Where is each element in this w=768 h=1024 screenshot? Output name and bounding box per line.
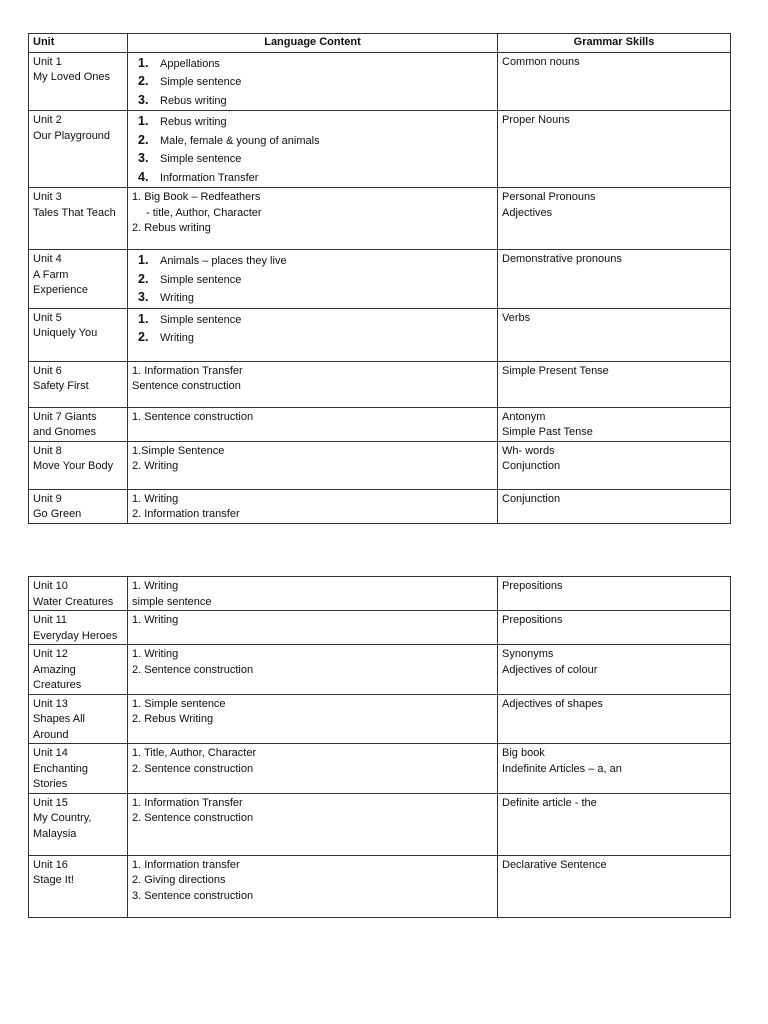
unit-cell [29, 361, 128, 407]
unit-title-line: Unit 11 [33, 614, 68, 626]
list-item-text: Male, female & young of animals [160, 134, 320, 147]
grammar-skills-cell [498, 855, 731, 917]
unit-title-line: Unit 14 [33, 747, 68, 759]
grammar-skill-line: Adjectives of colour [502, 663, 598, 676]
grammar-skill-line: Definite article - the [502, 796, 597, 809]
grammar-skill-line: Demonstrative pronouns [502, 253, 622, 265]
unit-cell [29, 793, 128, 855]
content-line: 1. Information Transfer [132, 364, 243, 377]
language-content-cell [128, 441, 498, 489]
header-language-content: Language Content [128, 34, 498, 53]
grammar-skill-line: Synonyms [502, 648, 554, 660]
list-item-text: Simple sentence [160, 153, 242, 165]
unit-title-line: Unit 7 Giants [33, 410, 97, 423]
language-content-cell [128, 407, 498, 441]
list-number: 2. [138, 330, 149, 344]
unit-title-line: My Country, [33, 812, 92, 824]
unit-title-line: Our Playground [33, 129, 111, 142]
language-content-cell [128, 52, 498, 111]
header-row [29, 34, 731, 53]
content-line: 2. Giving directions [132, 874, 226, 886]
unit-title-line: Unit 5 [33, 311, 62, 324]
unit-title-line: A Farm [33, 268, 69, 281]
content-line: 3. Sentence construction [132, 889, 254, 902]
grammar-skills-cell [498, 308, 731, 361]
unit-cell [29, 855, 128, 917]
grammar-skill-line: Simple Past Tense [502, 426, 593, 438]
content-line: 1.Simple Sentence [132, 444, 225, 457]
unit-cell [29, 611, 128, 645]
unit-title-line: Unit 12 [33, 648, 68, 660]
table-2-body [29, 577, 731, 918]
grammar-skill-line: Conjunction [502, 492, 561, 505]
language-content-cell [128, 694, 498, 744]
content-line: 2. Rebus Writing [132, 713, 214, 725]
grammar-skills-cell [498, 361, 731, 407]
content-line: - title, Author, Character [146, 206, 262, 219]
list-item-text: Rebus writing [160, 116, 227, 128]
unit-title-line: Safety First [33, 380, 89, 392]
grammar-skills-cell [498, 250, 731, 309]
content-list-item [132, 311, 493, 330]
syllabus-table-2 [28, 576, 731, 918]
table-row [29, 489, 731, 523]
table-row [29, 694, 731, 744]
content-list-item [132, 92, 493, 111]
content-list-item [132, 132, 493, 151]
unit-cell [29, 441, 128, 489]
table-row [29, 793, 731, 855]
list-item-text: Rebus writing [160, 94, 227, 107]
list-number: 4. [138, 169, 149, 184]
unit-cell [29, 111, 128, 188]
unit-title-line: Unit 3 [33, 191, 62, 203]
grammar-skills-cell [498, 188, 731, 250]
unit-cell [29, 489, 128, 523]
list-item-text: Writing [160, 292, 195, 304]
grammar-skill-line: Indefinite Articles – a, an [502, 762, 622, 775]
unit-title-line: Unit 8 [33, 444, 62, 457]
content-line: 1. Title, Author, Character [132, 747, 257, 759]
table-row [29, 250, 731, 309]
grammar-skill-line: Conjunction [502, 460, 561, 472]
list-number: 1. [138, 253, 149, 267]
content-line: 1. Big Book – Redfeathers [132, 191, 261, 203]
unit-title-line: Unit 9 [33, 492, 62, 505]
unit-title-line: Unit 2 [33, 114, 62, 126]
language-content-cell [128, 577, 498, 611]
content-line: 1. Writing [132, 492, 179, 505]
unit-title-line: Unit 1 [33, 55, 62, 68]
list-number: 1. [138, 311, 149, 326]
grammar-skill-line: Common nouns [502, 55, 580, 68]
language-content-cell [128, 793, 498, 855]
unit-title-line: Around [33, 728, 69, 741]
list-item-text: Appellations [160, 57, 220, 70]
unit-title-line: Shapes All [33, 713, 85, 725]
unit-title-line: Unit 15 [33, 796, 68, 809]
grammar-skills-cell [498, 694, 731, 744]
content-line: 1. Sentence construction [132, 410, 254, 423]
list-item-text: Simple sentence [160, 273, 242, 286]
table-row [29, 744, 731, 794]
table-1-body [29, 52, 731, 523]
unit-title-line: Water Creatures [33, 595, 114, 608]
list-number: 1. [138, 55, 149, 70]
unit-title-line: Creatures [33, 679, 82, 691]
content-list-item [132, 252, 493, 271]
unit-title-line: Uniquely You [33, 327, 98, 339]
content-line: 2. Writing [132, 460, 179, 472]
list-number: 3. [138, 290, 149, 304]
grammar-skill-line: Verbs [502, 311, 531, 324]
table-row [29, 855, 731, 917]
unit-cell [29, 188, 128, 250]
grammar-skill-line: Prepositions [502, 580, 563, 592]
unit-title-line: Unit 6 [33, 364, 62, 377]
syllabus-table-1 [28, 33, 731, 524]
unit-title-line: Tales That Teach [33, 206, 116, 219]
unit-title-line: Go Green [33, 508, 82, 520]
unit-title-line: Enchanting [33, 762, 89, 775]
content-line: 1. Writing [132, 614, 179, 626]
content-line: 1. Information Transfer [132, 796, 243, 809]
grammar-skill-line: Personal Pronouns [502, 191, 596, 203]
list-item-text: Animals – places they live [160, 255, 287, 267]
content-list-item [132, 150, 493, 169]
table-row [29, 361, 731, 407]
list-item-text: Simple sentence [160, 76, 242, 88]
language-content-cell [128, 645, 498, 695]
list-number: 2. [138, 132, 149, 147]
unit-cell [29, 250, 128, 309]
grammar-skills-cell [498, 645, 731, 695]
list-number: 1. [138, 114, 149, 128]
list-number: 2. [138, 74, 149, 88]
grammar-skills-cell [498, 744, 731, 794]
language-content-cell [128, 744, 498, 794]
unit-title-line: Experience [33, 284, 89, 296]
content-line: 1. Writing [132, 580, 179, 592]
unit-cell [29, 407, 128, 441]
table-row [29, 441, 731, 489]
grammar-skills-cell [498, 577, 731, 611]
content-line: 2. Sentence construction [132, 663, 254, 676]
grammar-skill-line: Prepositions [502, 614, 563, 626]
unit-title-line: Unit 13 [33, 697, 68, 710]
unit-cell [29, 645, 128, 695]
language-content-cell [128, 855, 498, 917]
language-content-cell [128, 308, 498, 361]
list-number: 3. [138, 92, 149, 107]
list-number: 2. [138, 271, 149, 286]
grammar-skills-cell [498, 489, 731, 523]
unit-title-line: and Gnomes [33, 426, 96, 438]
table-row [29, 308, 731, 361]
content-list-item [132, 113, 493, 132]
language-content-cell [128, 361, 498, 407]
content-line: 1. Simple sentence [132, 697, 226, 710]
list-item-text: Information Transfer [160, 171, 259, 184]
header-unit: Unit [29, 34, 128, 53]
grammar-skills-cell [498, 111, 731, 188]
language-content-cell [128, 250, 498, 309]
content-list-item [132, 169, 493, 188]
grammar-skills-cell [498, 611, 731, 645]
content-line: 2. Information transfer [132, 508, 240, 520]
content-line: Sentence construction [132, 380, 241, 392]
header-grammar-skills: Grammar Skills [498, 34, 731, 53]
grammar-skill-line: Antonym [502, 410, 546, 423]
grammar-skill-line: Simple Present Tense [502, 364, 609, 377]
language-content-cell [128, 188, 498, 250]
content-line: 1. Information transfer [132, 858, 240, 871]
table-row [29, 111, 731, 188]
list-item-text: Simple sentence [160, 313, 242, 326]
language-content-cell [128, 611, 498, 645]
grammar-skill-line: Adjectives [502, 206, 553, 219]
content-line: simple sentence [132, 595, 212, 608]
content-line: 2. Sentence construction [132, 812, 254, 824]
list-number: 3. [138, 151, 149, 165]
unit-title-line: Unit 4 [33, 253, 62, 265]
unit-cell [29, 577, 128, 611]
table-row [29, 52, 731, 111]
content-list-item [132, 55, 493, 74]
unit-title-line: Unit 10 [33, 580, 68, 592]
grammar-skill-line: Wh- words [502, 444, 555, 457]
unit-title-line: Move Your Body [33, 460, 114, 472]
grammar-skill-line: Big book [502, 747, 545, 759]
grammar-skill-line: Adjectives of shapes [502, 697, 603, 710]
table-row [29, 645, 731, 695]
unit-title-line: Malaysia [33, 827, 77, 840]
unit-cell [29, 744, 128, 794]
unit-cell [29, 52, 128, 111]
language-content-cell [128, 111, 498, 188]
table-row [29, 611, 731, 645]
content-list-item [132, 271, 493, 290]
table-row [29, 188, 731, 250]
unit-cell [29, 308, 128, 361]
grammar-skill-line: Declarative Sentence [502, 858, 607, 871]
content-list-item [132, 329, 493, 348]
unit-cell [29, 694, 128, 744]
content-line: 2. Sentence construction [132, 762, 254, 775]
content-line: 1. Writing [132, 648, 179, 660]
grammar-skill-line: Proper Nouns [502, 114, 570, 126]
unit-title-line: Amazing [33, 663, 76, 676]
table-row [29, 407, 731, 441]
grammar-skills-cell [498, 441, 731, 489]
grammar-skills-cell [498, 793, 731, 855]
unit-title-line: Stage It! [33, 874, 74, 886]
grammar-skills-cell [498, 52, 731, 111]
list-item-text: Writing [160, 332, 195, 344]
unit-title-line: Unit 16 [33, 858, 68, 871]
table-row [29, 577, 731, 611]
language-content-cell [128, 489, 498, 523]
unit-title-line: Stories [33, 778, 68, 790]
unit-title-line: Everyday Heroes [33, 629, 118, 642]
grammar-skills-cell [498, 407, 731, 441]
content-line: 2. Rebus writing [132, 222, 211, 234]
content-list-item [132, 73, 493, 92]
unit-title-line: My Loved Ones [33, 71, 111, 83]
content-list-item [132, 289, 493, 308]
